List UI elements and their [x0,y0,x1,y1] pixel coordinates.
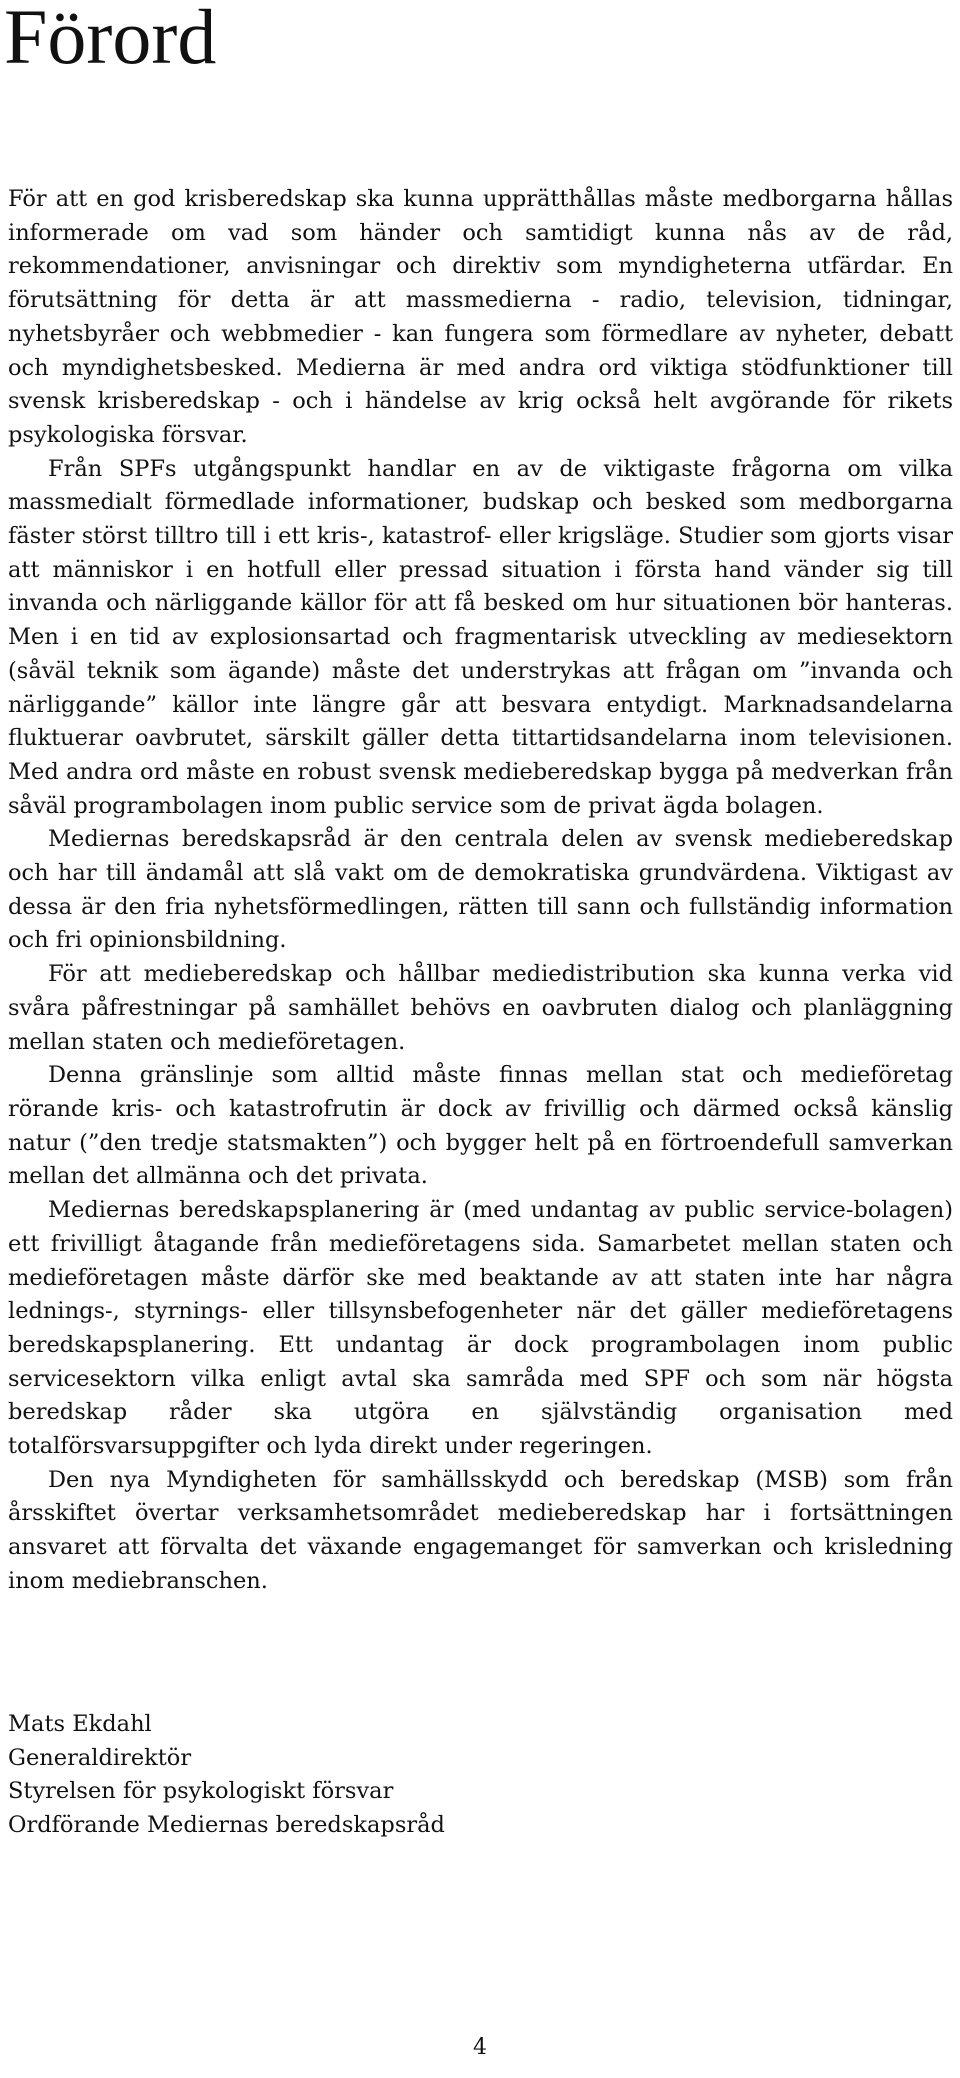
signature-chair: Ordförande Mediernas beredskapsråd [8,1812,445,1839]
signature-organization: Styrelsen för psykologiskt försvar [8,1778,394,1805]
paragraph-4: För att medieberedskap och hållbar mediedistribution ska kunna verka vid svåra påfrestningar på samhället behövs en oavbruten dialog och planläggning mellan staten och medieföretagen. [8,961,953,1055]
body-text [8,183,953,1599]
paragraph-2: Från SPFs utgångspunkt handlar en av de viktigaste frågorna om vilka massmedialt förmedlade informationer, budskap och besked som medborgarna fäster störst tilltro till i ett kris-, katastrof- eller krigsläge. Studier som gjorts visar att människor i en hotfull eller pressad situation i första hand vänder sig till invanda och närliggande källor för att få besked om hur situationen bör hanteras. Men i en tid av explosionsartad och fragmentarisk utveckling av mediesektorn (såväl teknik som ägande) måste det understrykas att frågan om ”invanda och närliggande” källor inte längre går att besvara entydigt. Marknadsandelarna fluktuerar oavbrutet, särskilt gäller detta tittartidsandelarna inom televisionen. Med andra ord måste en robust svensk medieberedskap bygga på medverkan från såväl programbolagen inom public service som de privat ägda bolagen. [8,455,953,819]
signature-name: Mats Ekdahl [8,1711,152,1737]
paragraph-6: Mediernas beredskapsplanering är (med undantag av public service-bolagen) ett frivilligt åtagande från medieföretagens sida. Samarbetet mellan staten och medieföretagen måste därför ske med beaktande av att staten inte har några lednings-, styrnings- eller tillsynsbefogenheter när det gäller medieföretagens beredskapsplanering. Ett undantag är dock programbolagen inom public servicesektorn vilka enligt avtal ska samråda med SPF och som när högsta beredskap råder ska utgöra en självständig organisation med totalförsvarsuppgifter och lyda direkt under regeringen. [8,1197,953,1460]
page-title: Förord [4,0,217,80]
paragraph-7: Den nya Myndigheten för samhällsskydd och beredskap (MSB) som från årsskiftet övertar verksamhetsområdet medieberedskap har i fortsättningen ansvaret att förvalta det växande engagemanget för samverkan och krisledning inom mediebranschen. [8,1466,953,1594]
paragraph-5: Denna gränslinje som alltid måste finnas mellan stat och medieföretag rörande kris- och katastrofrutin är dock av frivillig och därmed också känslig natur (”den tredje statsmakten”) och bygger helt på en förtroendefull samverkan mellan det allmänna och det privata. [8,1062,953,1190]
paragraph-1: För att en god krisberedskap ska kunna upprätthållas måste medborgarna hållas informerade om vad som händer och samtidigt kunna nås av de råd, rekommendationer, anvisningar och direktiv som myndigheterna utfärdar. En förutsättning för detta är att massmedierna - radio, television, tidningar, nyhetsbyråer och webbmedier - kan fungera som förmedlare av nyheter, debatt och myndighetsbesked. Medierna är med andra ord viktiga stödfunktioner till svensk krisberedskap - och i händelse av krig också helt avgörande för rikets psykologiska försvar. [8,186,953,448]
paragraph-3: Mediernas beredskapsråd är den centrala delen av svensk medieberedskap och har till ändamål att slå vakt om de demokratiska grundvärdena. Viktigast av dessa är den fria nyhetsförmedlingen, rätten till sann och fullständig information och fri opinionsbildning. [8,826,953,954]
signature-role: Generaldirektör [8,1744,192,1771]
signature-block [8,1708,445,1843]
page-number: 4 [473,2035,487,2060]
